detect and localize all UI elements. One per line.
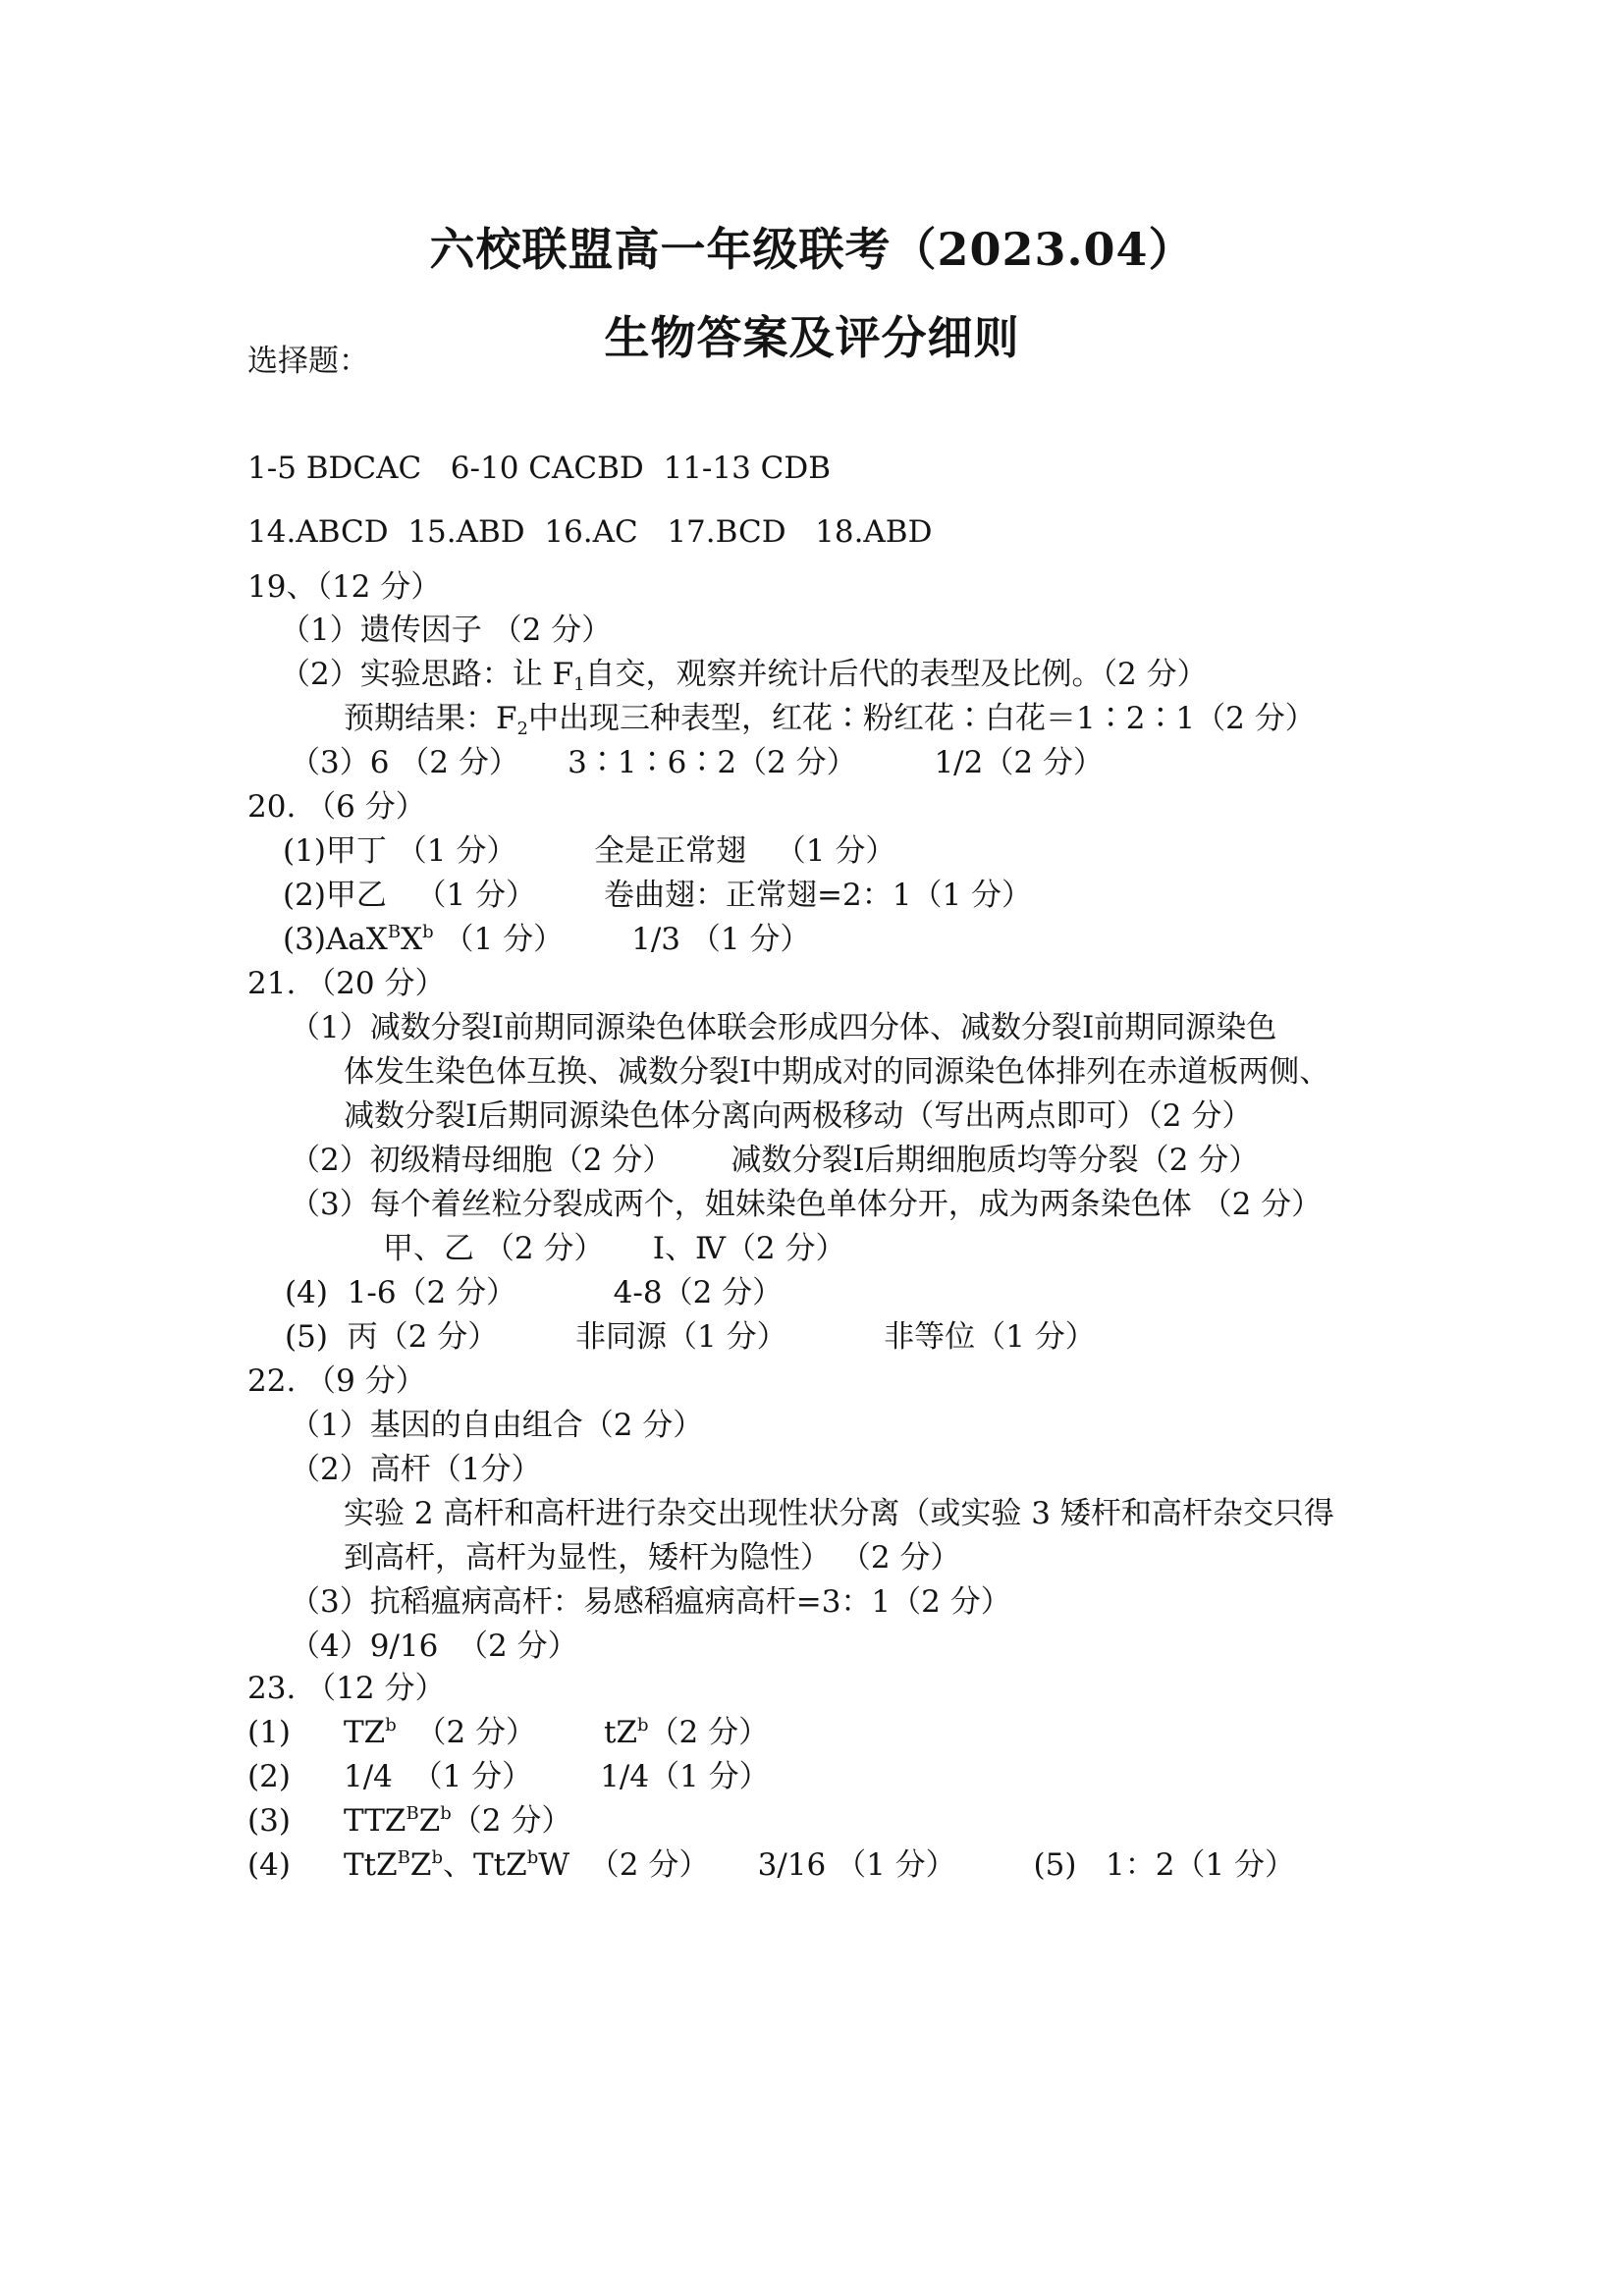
q21-part-5: (5) 丙（2 分） 非同源（1 分） 非等位（1 分）: [285, 1319, 1096, 1355]
q21-part-1-line-1: （1）减数分裂Ⅰ前期同源染色体联会形成四分体、减数分裂Ⅰ前期同源染色: [290, 1010, 1277, 1045]
q21-part-3-line-2: 甲、乙 （2 分） Ⅰ、Ⅳ（2 分）: [383, 1231, 846, 1266]
q22-part-4: （4）9/16 （2 分）: [290, 1629, 578, 1664]
q20-part-1: (1)甲丁 （1 分） 全是正常翅 （1 分）: [283, 833, 896, 869]
q21-part-1-line-3: 减数分裂Ⅰ后期同源染色体分离向两极移动（写出两点即可）（2 分）: [344, 1098, 1253, 1134]
q23-part-1: $TZ^b$ （2 分） $tZ^b(2$ 分）: [344, 1715, 770, 1750]
choice-answers-row-2: 14.ABCD 15.ABD 16.AC 17.BCD 18.ABD: [247, 514, 933, 550]
q23-part-2-number: (2): [247, 1759, 291, 1794]
choice-heading: 选择题：: [247, 344, 369, 379]
q23-part-2: 1/4 （1 分） 1/4（1 分）: [344, 1759, 770, 1794]
q21-part-3-line-1: （3）每个着丝粒分裂成两个，姐妹染色单体分开，成为两条染色体 （2 分）: [290, 1187, 1323, 1222]
q20-part-3: $(3)AaX^BX^b$ （1 分） 1/3 （1 分）: [283, 922, 811, 957]
q23-part-4-and-5: $TtZ^BZ^b$、TtZ$^b$W （2 分） 3/16 （1 分） (5) 1：2（1 分）: [344, 1847, 1296, 1883]
q22-heading: 22. （9 分）: [247, 1363, 426, 1399]
q22-part-3: （3）抗稻瘟病高杆：易感稻瘟病高杆=3：1（2 分）: [290, 1584, 1011, 1620]
q19-part-1: （1）遗传因子 （2 分）: [280, 613, 613, 648]
q23-heading: 23. （12 分）: [247, 1671, 446, 1706]
q23-part-1-number: (1): [247, 1715, 291, 1750]
q21-part-2: （2）初级精母细胞（2 分） 减数分裂Ⅰ后期细胞质均等分裂（2 分）: [290, 1143, 1260, 1178]
q22-part-2-line-2: 实验 2 高杆和高杆进行杂交出现性状分离（或实验 3 矮杆和高杆杂交只得: [344, 1496, 1334, 1531]
q21-part-4: (4) 1-6（2 分） 4-8（2 分）: [285, 1275, 784, 1310]
choice-answers-row-1: 1-5 BDCAC 6-10 CACBD 11-13 CDB: [247, 451, 832, 486]
q20-heading: 20. （6 分）: [247, 789, 426, 825]
q20-part-2: (2)甲乙 （1 分） 卷曲翅：正常翅=2：1（1 分）: [283, 878, 1033, 913]
q19-part-2-result: 预期结果：$F_2$中出现三种表型，红花∶粉红花∶白花＝1∶2∶1（2 分）: [344, 701, 1316, 739]
q23-part-3-number: (3): [247, 1803, 291, 1839]
q19-heading: 19、（12 分）: [247, 569, 442, 605]
q19-part-2-idea: （2）实验思路：让 $F_1$自交，观察并统计后代的表型及比例。（2 分）: [280, 657, 1208, 695]
q22-part-2-line-3: 到高杆，高杆为显性，矮杆为隐性） （2 分）: [344, 1540, 961, 1575]
q22-part-1: （1）基因的自由组合（2 分）: [290, 1408, 704, 1443]
document-title: 六校联盟高一年级联考（2023.04）: [429, 223, 1195, 276]
q22-part-2-line-1: （2）高杆（1分）: [290, 1452, 542, 1487]
document-subtitle: 生物答案及评分细则: [604, 311, 1020, 364]
q23-part-4-number: (4): [247, 1847, 291, 1883]
q23-part-3: $TTZ^BZ^b(2$ 分）: [344, 1803, 572, 1839]
q19-part-3: （3）6 （2 分） 3∶1∶6∶2（2 分） 1/2（2 分）: [290, 745, 1104, 780]
q21-part-1-line-2: 体发生染色体互换、减数分裂Ⅰ中期成对的同源染色体排列在赤道板两侧、: [344, 1054, 1330, 1090]
q21-heading: 21. （20 分）: [247, 966, 446, 1001]
